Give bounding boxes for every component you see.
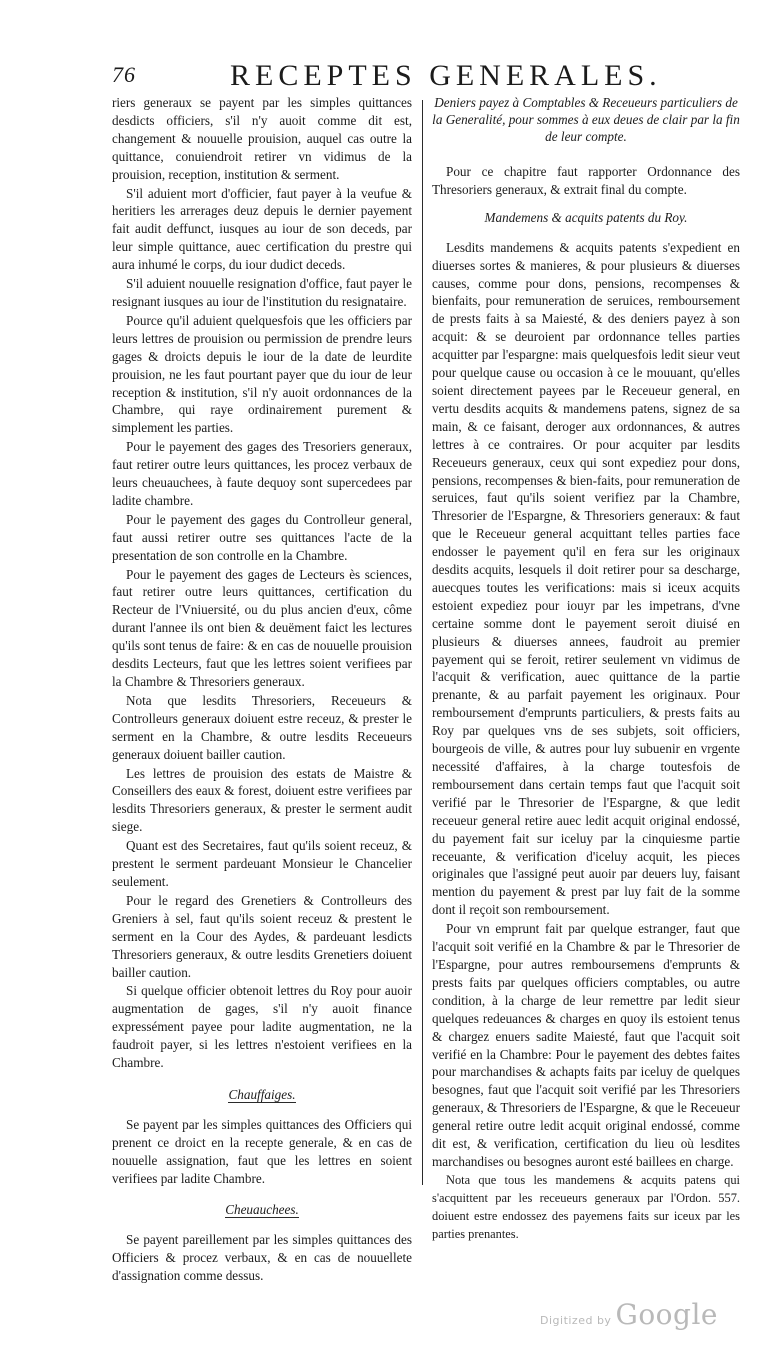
paragraph: Nota que lesdits Thresoriers, Receueurs & Controlleurs generaux doiuent estre receuz, & prester le serment en la Chambre, & outre lesdits Receueurs generaux doiuent bailler caution. [112, 692, 412, 762]
google-logo: Google [615, 1298, 718, 1331]
watermark-prefix: Digitized by [540, 1314, 612, 1327]
paragraph: riers generaux se payent par les simples quittances desdicts officiers, s'il n'y auoit comme dit est, changement & nouuelle prouision, auquel cas outre la quittance, conuiendroit retirer vn vidimus de la prouision, reception, institution & serment. [112, 95, 412, 182]
section-heading-mandemens: Mandemens & acquits patents du Roy. [484, 209, 688, 225]
paragraph: S'il aduient nouuelle resignation d'office, faut payer le resignant iusques au iour de l'institution du resignataire. [112, 276, 412, 309]
paragraph: Se payent pareillement par les simples quittances des Officiers & procez verbaux, & en cas de nouuellete d'assignation comme dessus. [112, 1232, 412, 1284]
paragraph: Pour vn emprunt fait par quelque estranger, faut que l'acquit soit verifié en la Chambre & par le Thresorier de l'Espargne, pour autres remboursemens d'emprunts & prests faits par quelques officiers comptables, ou autre condition, à la charge de leur remettre par ledit sieur quelques redeuances & charges en quoy ils estoient tenus & chargez enuers sadite Maiesté, faut que l'acquit soit verifié en la Chambre: Pour le payement des debtes faites pour marchandises & achapts faits par iceluy de quelques besognes, faut que l'acquit soit verifié par les Thresoriers generaux, & Thresoriers de l'Espargne, & que le Receueur general retire outre ledit acquit original endossé, comme dit est, & verification, certification du lieu où lesdites marchandises ou besognes auront esté baillees en charge. [432, 921, 740, 1169]
paragraph: Pour le payement des gages des Tresoriers generaux, faut retirer outre leurs quittances, les procez verbaux de leurs cheuauchees, à faute dequoy sont supercedees par ladite chambre. [112, 439, 412, 508]
running-title: RECEPTES GENERALES. [230, 59, 662, 92]
paragraph-note: Nota que tous les mandemens & acquits patens qui s'acquittent par les receueurs generaux par l'Ordon. 557. doiuent estre endossez des payemens faits sur iceux par les parties prenantes. [432, 1172, 740, 1241]
paragraph: S'il aduient mort d'officier, faut payer à la veufue & heritiers les arrerages deuz depuis le dernier payement fait audit deffunct, iusques au iour de son deceds, par leur simple quittance, auec certification du prestre qui aura inhumé le corps, du iour dudict deceds. [112, 185, 412, 273]
digitized-watermark [540, 1298, 718, 1331]
page-header [112, 59, 752, 98]
section-heading-chauffaiges [112, 1086, 412, 1104]
section-heading-cheuauchees [112, 1201, 412, 1219]
paragraph: Pour le payement des gages du Controlleur general, faut aussi retirer outre ses quittances l'acte de la presentation de son controlle en la Chambre. [112, 511, 412, 563]
left-column [112, 94, 412, 1286]
paragraph: Pour le regard des Grenetiers & Controlleurs des Greniers à sel, faut qu'ils soient receuz & prestent le serment en la Cour des Aydes, & pardeuant lesdicts Thresoriers generaux, & outre lesdits Grenetiers doiuent bailler caution. [112, 892, 412, 980]
heading-text: Chauffaiges. [228, 1086, 296, 1102]
column-divider [422, 100, 423, 1185]
page-number: 76 [112, 62, 136, 87]
paragraph: Se payent par les simples quittances des Officiers qui prenent ce droict en la recepte generale, & en cas de nouuelle assignation, faut que les lettres en soient verifiees par ladite Chambre. [112, 1116, 412, 1186]
paragraph: Pource qu'il aduient quelquesfois que les officiers par leurs lettres de prouision ou permission de prendre leurs gages & droicts depuis le iour de la date de leurdite prouision, ne les faut pourtant payer que du iour de leur reception & institution, s'il n'y auoit ordonnances de la Chambre, qui raye ordinairement purement & simplement les parties. [112, 312, 412, 436]
paragraph: Pour ce chapitre faut rapporter Ordonnance des Thresoriers generaux, & extrait final du compte. [432, 164, 740, 197]
heading-text: Cheuauchees. [225, 1202, 299, 1218]
paragraph: Les lettres de prouision des estats de Maistre & Conseillers des eaux & forest, doiuent estre verifiees par lesdits Thresoriers generaux, & prester le serment audit siege. [112, 765, 412, 835]
right-column [432, 94, 740, 1244]
paragraph: Pour le payement des gages de Lecteurs ès sciences, faut retirer outre leurs quittances, certification du Recteur de l'Vniuersité, ou du plus ancien d'eux, côme durant l'annee ils ont bien & deuëment faict les lectures qu'ils sont tenus de faire: & en cas de nouuelle prouision desdits Lecteurs, faut que les lettres soient verifiees par la Chambre & Thresoriers generaux. [112, 566, 412, 689]
section-heading-deniers: Deniers payez à Comptables & Receueurs particuliers de la Generalité, pour sommes à eux deues de clair par la fin de leur compte. [432, 95, 740, 144]
paragraph: Lesdits mandemens & acquits patents s'expedient en diuerses sortes & manieres, & pour plusieurs & diuerses causes, comme pour dons, pensions, recompenses & bienfaits, pour remuneration de seruices, remboursement de prests faits à sa Maiesté, & des deniers payez à son acquit: & se deuroient par ordonnance telles parties acquitter par l'espargne: mais quelquesfois ledit sieur veut pour quelque cause ou occasion à ce le mouuant, qu'elles soient directement payees par le Receueur general, en vertu desdits acquits & mandemens patens, signez de sa main, & ce faisant, deroger aux ordonnances, & autres lettres à ce contraires. Or pour acquiter par lesdits Receueurs generaux, ceux qui sont expediez pour dons, pensions, recompenses & bien-faits, pour remuneration de seruices, faut qu'ils soient verifiez par la Chambre, Thresorier de l'Espargne, & Thresoriers generaux: & faut que le Receueur general acquittant telles parties face endosser le payement qu'il en fera sur les originaux desdits acquits, lesquels il doit retirer pour sa descharge, auecques toutes les verifications: mais si iceux acquits estoient expediez pour iouyr par les impetrans, d'vne certaine somme dont le payement seroit diuisé en plusieurs & diuerses annees, faudroit au premier payement qui se feroit, retirer seulement vn vidimus de l'acquit & verification, auec quittance de la partie prenante, & au parfait payement les originaux. Pour remboursement d'emprunts particuliers, & prests faits au Roy par quelques vns de ses subjets, soit officiers, bourgeois de ville, & autres pour luy subuenir en vrgente necessité d'affaires, à la charge toutesfois de remboursement dans certain temps faut que l'acquit soit verifié par le Thresorier de l'Espargne, & que ledit receueur general retire auec ledit acquit original endossé, du payement fait sur iceluy par la cinquiesme partie receuante, & verification d'iceluy acquit, les pieces originales que l'assigné peut auoir par deuers luy, faisant mention du payement & prest par luy fait de la somme dont il reçoit son remboursement. [432, 239, 740, 918]
paragraph: Quant est des Secretaires, faut qu'ils soient receuz, & prestent le serment pardeuant Monsieur le Chancelier seulement. [112, 838, 412, 889]
paragraph: Si quelque officier obtenoit lettres du Roy pour auoir augmentation de gages, s'il n'y auoit finance expressément payee pour ladite augmentation, ne la faudroit payer, si les lettres n'estoient verifiees en la Chambre. [112, 983, 412, 1071]
